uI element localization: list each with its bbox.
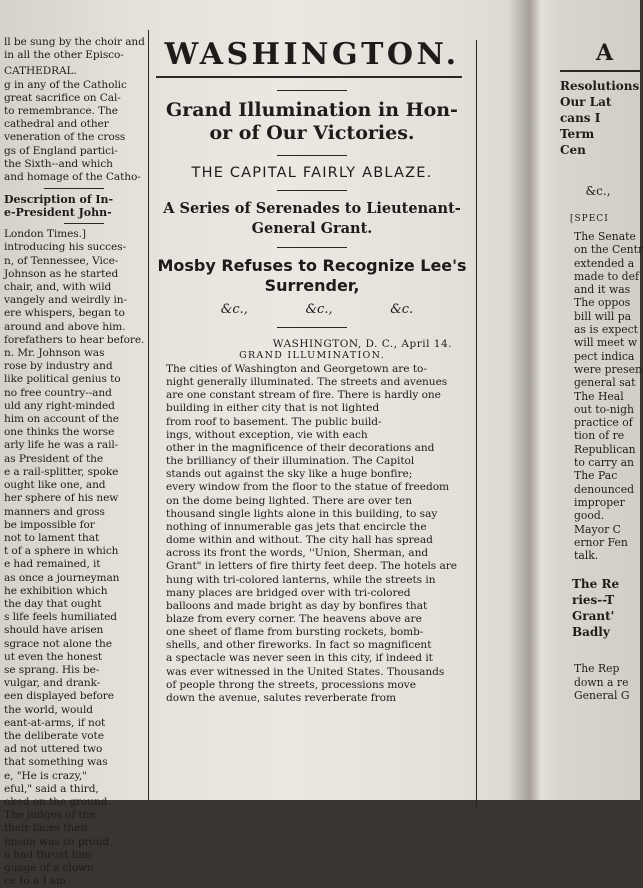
text-line: uld any right-minded [4, 399, 115, 412]
text-line: made to def [574, 269, 639, 283]
text-line: the world, would [4, 703, 93, 716]
subhead-grand-illumination: GRAND ILLUMINATION. [239, 350, 385, 361]
text-line: e had thrust him [4, 848, 92, 861]
left-top-text [4, 36, 146, 62]
column-rule [476, 40, 477, 810]
headline-line: cans I [560, 111, 601, 125]
text-line: manners and gross [4, 505, 105, 518]
text-line: Mayor C [574, 522, 621, 536]
text-line: around and above him. [4, 320, 126, 333]
right-masthead-fragment: A [596, 40, 617, 66]
article-body [152, 361, 472, 705]
text-line: nothing of innumerable gas jets that encircle the [166, 520, 427, 533]
text-line: sgrace not alone the [4, 637, 112, 650]
text-line: on the dome being lighted. There are over ten [166, 494, 413, 507]
left-article-headline [4, 193, 146, 219]
text-line: the brilliancy of their illumination. The Capitol [166, 455, 415, 468]
text-line: eant-at-arms, if not [4, 716, 106, 729]
text-line: een displayed before [4, 690, 114, 703]
text-line: good. [574, 509, 605, 523]
headline-line: Our Lat [560, 95, 612, 109]
text-line: night generally illuminated. The streets and avenues [166, 376, 448, 389]
text-line: chair, and, with wild [4, 281, 112, 294]
text-line: to carry an [574, 456, 634, 470]
headline-grand-illumination: Grand Illumination in Hon- or of Our Victories. [166, 99, 458, 144]
divider [277, 155, 347, 156]
headline-line: The Re [572, 577, 620, 592]
text-line: like political genius to [4, 373, 121, 386]
headline-capital-ablaze: THE CAPITAL FAIRLY ABLAZE. [191, 165, 433, 181]
text-line: he exhibition which [4, 584, 108, 597]
masthead: WASHINGTON. [164, 37, 460, 72]
text-line: ce to a I am [4, 875, 66, 888]
text-line: one thinks the worse [4, 426, 115, 439]
text-line: practice of [574, 416, 633, 430]
text-line: out to-nigh [574, 402, 634, 416]
text-line: from roof to basement. The public build- [166, 415, 382, 428]
headline-mosby: Mosby Refuses to Recognize Lee's Surrender, [157, 256, 467, 295]
column-rule [148, 30, 149, 800]
text-line: was ever witnessed in the United States. Thousands [166, 665, 445, 678]
text-line: s life feels humiliated [4, 611, 117, 624]
text-line: e, "He is crazy," [4, 769, 87, 782]
text-line: and homage of the Catho- [4, 171, 141, 184]
text-line: bill will pa [574, 309, 632, 323]
text-line: ad not uttered two [4, 743, 103, 756]
text-line: as President of the [4, 452, 104, 465]
text-line: many places are bridged over with tri-colored [166, 586, 411, 599]
text-line: The cities of Washington and Georgetown are to- [166, 363, 427, 375]
divider [277, 190, 347, 191]
text-line: g in any of the Catholic [4, 78, 127, 91]
text-line: ere whispers, began to [4, 307, 125, 320]
text-line: extended a [574, 256, 635, 270]
text-line: to remembrance. The [4, 105, 118, 118]
text-line: forefathers to hear before. [4, 333, 145, 346]
special-dispatch-label: [SPECI [570, 214, 609, 224]
text-line: will meet w [574, 336, 638, 350]
right-article-tail [556, 662, 640, 702]
cathedral-paragraph [4, 65, 146, 184]
text-line: blaze from every corner. The heavens above are [166, 612, 422, 625]
text-line: are one constant stream of fire. There is hardly one [166, 389, 441, 402]
headline-line: Description of In- [4, 193, 114, 207]
text-line: cathedral and other [4, 118, 109, 131]
text-line: stands out against the sky like a huge bonfire; [166, 468, 413, 481]
divider [277, 327, 347, 328]
dateline: WASHINGTON, D. C., April 14. [272, 338, 452, 350]
text-line: on the Centr [574, 243, 643, 257]
column-divider [64, 223, 104, 224]
text-line: across its front the words, ''Union, Sherman, and [166, 547, 429, 560]
headline-line: Resolutions [560, 79, 640, 93]
text-line: no free country--and [4, 386, 112, 399]
headline-line: Grant' [572, 609, 615, 624]
text-line: introducing his succes- [4, 241, 126, 254]
right-column [556, 0, 643, 800]
text-line: veneration of the cross [4, 131, 126, 144]
main-column [152, 0, 472, 800]
text-line: The Pac [574, 469, 618, 483]
text-line: were presen [574, 362, 642, 376]
text-line: as once a journeyman [4, 571, 120, 584]
text-line: The oppos [574, 296, 631, 310]
text-line: him on account of the [4, 413, 119, 426]
text-line: n, of Tennessee, Vice- [4, 254, 119, 267]
text-line: vulgar, and drank- [4, 677, 101, 690]
text-line: pect indica [574, 349, 635, 363]
text-line: ernor Fen [574, 535, 628, 549]
text-line: The Senate [574, 230, 636, 243]
masthead-rule [560, 70, 640, 72]
text-line: t of a sphere in which [4, 545, 119, 558]
right-headline-2 [556, 576, 640, 640]
text-line: talk. [574, 549, 599, 563]
text-line: other in the magnificence of their decorations and [166, 441, 435, 454]
text-line: ought like one, and [4, 479, 106, 492]
text-line: the deliberate vote [4, 729, 104, 742]
text-line: ll be sung by the choir and [4, 36, 145, 48]
text-line: the Sixth--and which [4, 157, 113, 170]
text-line: Grant" in letters of fire thirty feet deep. The hotels are [166, 560, 457, 573]
text-line: balloons and made bright as day by bonfires that [166, 599, 428, 612]
text-line: se sprang. His be- [4, 663, 100, 676]
text-line: ut even the honest [4, 650, 103, 663]
text-line: the day that ought [4, 597, 102, 610]
text-line: every window from the floor to the statue of freedom [166, 481, 450, 494]
text-line: gs of England partici- [4, 144, 118, 157]
text-line: should have arisen [4, 624, 104, 637]
right-headline [556, 78, 640, 158]
text-line: a spectacle was never seen in this city, if indeed it [166, 652, 433, 665]
text-line: her sphere of his new [4, 492, 119, 505]
text-line: Republican [574, 442, 636, 456]
headline-line: Cen [560, 143, 586, 157]
text-line: be impossible for [4, 518, 95, 531]
etc-mark: &c. [390, 302, 414, 317]
text-line: hung with tri-colored lanterns, while the streets in [166, 573, 436, 586]
text-line: in all the other Episco- [4, 49, 124, 62]
page-fold-shadow [508, 0, 556, 800]
etc-row [192, 302, 442, 317]
etc-mark: &c., [220, 302, 248, 317]
etc-mark: &c., [305, 302, 333, 317]
text-line: dome within and without. The city hall has spread [166, 534, 433, 547]
text-line: down the avenue, salutes reverberate from [166, 691, 396, 704]
text-line: oked on the ground. [4, 795, 111, 808]
divider [277, 247, 347, 248]
text-line: hnson was so proud [4, 835, 110, 848]
headline-line: Badly [572, 625, 610, 640]
text-line: vangely and weirdly in- [4, 294, 128, 307]
text-line: guage of a clown [4, 861, 94, 874]
text-line: rose by industry and [4, 360, 113, 373]
headline-line: e-President John- [4, 206, 112, 220]
text-line: and it was [574, 283, 631, 297]
left-article-body [4, 228, 146, 888]
text-line: their faces their [4, 822, 89, 835]
text-line: of people throng the streets, processions move [166, 678, 416, 691]
left-column [0, 0, 146, 888]
text-line: London Times.] [4, 228, 86, 241]
headline-line: ries--T [572, 593, 615, 608]
column-divider [44, 188, 104, 189]
text-line: n. Mr. Johnson was [4, 347, 105, 360]
text-line: one sheet of flame from bursting rockets, bomb- [166, 626, 424, 639]
text-line: denounced [574, 482, 635, 496]
text-line: ings, without exception, vie with each [166, 428, 368, 441]
text-line: that something was [4, 756, 108, 769]
text-line: shells, and other fireworks. In fact so magnificent [166, 639, 432, 652]
text-line: e a rail-splitter, spoke [4, 465, 119, 478]
text-line: down a re [574, 675, 629, 689]
text-line: Johnson as he started [4, 267, 119, 280]
headline-serenades: A Series of Serenades to Lieutenant- General Grant. [163, 200, 461, 237]
text-line: The Rep [574, 662, 620, 676]
text-line: General G [574, 689, 630, 703]
headline-line: Term [560, 127, 595, 141]
etc-mark: &c., [585, 184, 611, 198]
text-line: great sacrifice on Cal- [4, 91, 121, 104]
text-line: building in either city that is not lighted [166, 402, 380, 415]
text-line: The Heal [574, 389, 624, 403]
masthead-rule [156, 76, 462, 78]
text-line: tion of re [574, 429, 625, 443]
text-line: e had remained, it [4, 558, 101, 571]
text-line: CATHEDRAL. [4, 65, 77, 78]
text-line: eful," said a third, [4, 782, 99, 795]
text-line: improper [574, 495, 625, 509]
divider [277, 90, 347, 91]
text-line: as is expect [574, 323, 639, 337]
text-line: general sat [574, 376, 636, 390]
text-line: thousand single lights alone in this building, to say [166, 507, 438, 520]
text-line: The judges of the [4, 809, 96, 822]
text-line: arly life he was a rail- [4, 439, 119, 452]
right-article-body [556, 230, 643, 563]
text-line: not to lament that [4, 531, 100, 544]
